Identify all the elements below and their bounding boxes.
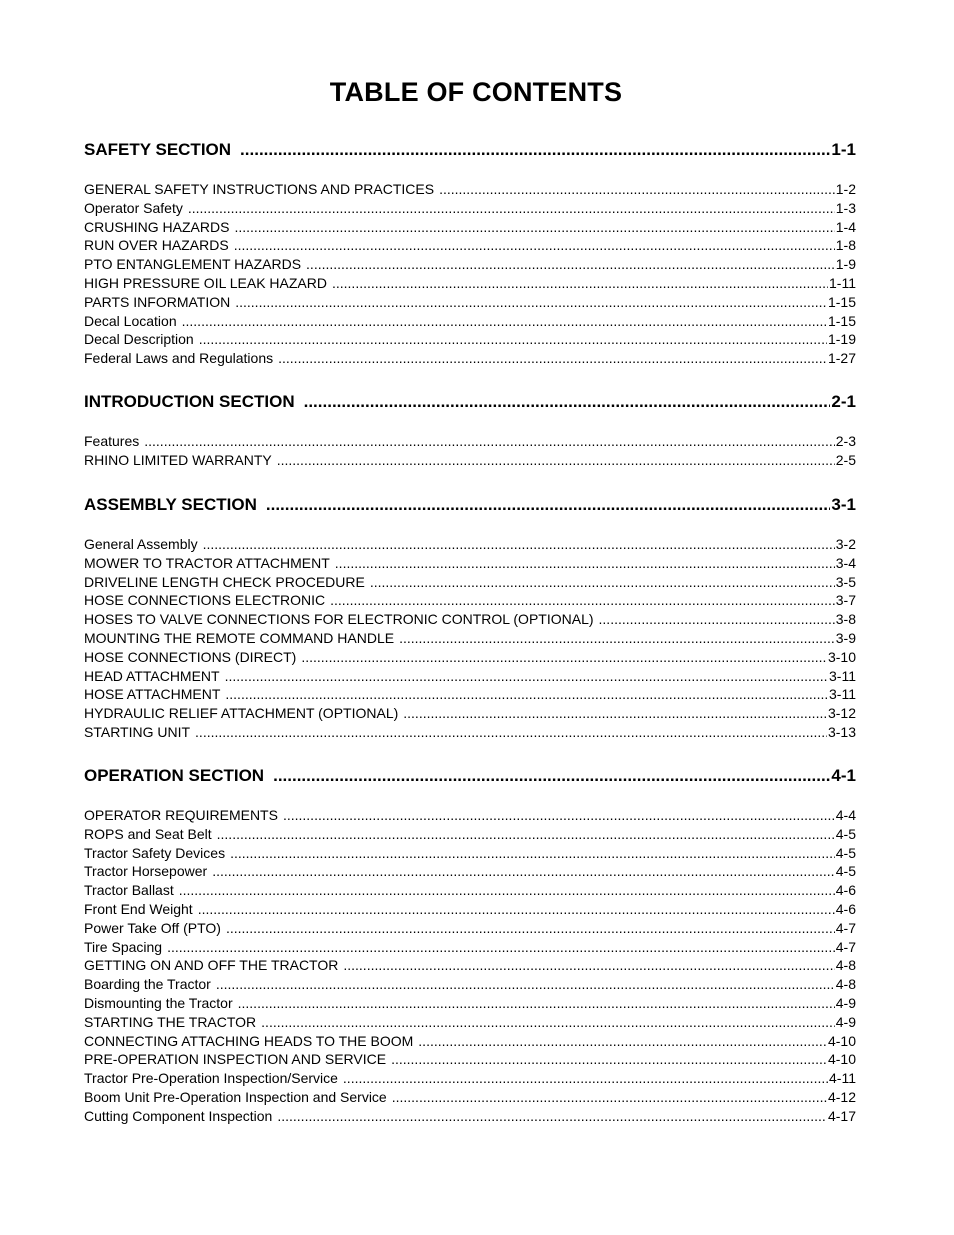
entry-page-number: 4-9 [835, 1013, 856, 1030]
dot-leader [188, 199, 835, 218]
section-page-number: 4-1 [831, 766, 856, 785]
entry-page-number: 1-15 [827, 312, 856, 329]
toc-entry[interactable] [84, 648, 856, 667]
dot-leader [212, 862, 835, 881]
toc-entry[interactable] [84, 199, 856, 218]
entry-page-number: 1-11 [829, 274, 856, 291]
toc-section-assembly [84, 494, 856, 742]
entry-label: Decal Location [84, 312, 177, 329]
entry-page-number: 4-12 [827, 1088, 856, 1105]
toc-entry[interactable] [84, 704, 856, 723]
toc-entry[interactable] [84, 180, 856, 199]
entry-page-number: 4-11 [829, 1070, 856, 1087]
toc-section-heading[interactable] [84, 139, 856, 161]
dot-leader [179, 881, 835, 900]
entry-label: Tire Spacing [84, 938, 163, 955]
dot-leader [266, 494, 831, 516]
section-page-number: 2-1 [831, 392, 856, 411]
dot-leader [261, 1013, 835, 1032]
entry-label: PRE-OPERATION INSPECTION AND SERVICE [84, 1051, 387, 1068]
entry-page-number: 1-8 [835, 237, 856, 254]
toc-entry[interactable] [84, 825, 856, 844]
toc-entry[interactable] [84, 806, 856, 825]
entry-label: Tractor Pre-Operation Inspection/Service [84, 1070, 338, 1087]
dot-leader [198, 900, 835, 919]
entry-page-number: 4-8 [835, 957, 856, 974]
entry-label: General Assembly [84, 536, 198, 552]
toc-entry[interactable] [84, 685, 856, 704]
entry-label: OPERATOR REQUIREMENTS [84, 807, 278, 823]
section-page-number: 3-1 [831, 495, 856, 514]
entry-page-number: 3-5 [835, 573, 856, 590]
toc-entry[interactable] [84, 573, 856, 592]
dot-leader [235, 293, 827, 312]
toc-entry[interactable] [84, 994, 856, 1013]
entry-page-number: 4-6 [835, 882, 856, 899]
dot-leader [273, 765, 830, 787]
entry-label: RUN OVER HAZARDS [84, 237, 229, 254]
dot-leader [238, 994, 835, 1013]
entry-page-number: 4-5 [835, 863, 856, 880]
toc-entry[interactable] [84, 255, 856, 274]
dot-leader [195, 723, 827, 742]
toc-entry-list [84, 432, 856, 470]
entry-label: MOUNTING THE REMOTE COMMAND HANDLE [84, 629, 395, 646]
entry-label: Operator Safety [84, 199, 183, 216]
toc-entry[interactable] [84, 432, 856, 451]
entry-label: Federal Laws and Regulations [84, 350, 274, 367]
dot-leader [399, 629, 835, 648]
dot-leader [304, 391, 831, 413]
entry-label: Tractor Ballast [84, 882, 174, 899]
entry-label: STARTING UNIT [84, 723, 191, 740]
section-heading-label: OPERATION SECTION [84, 766, 265, 785]
dot-leader [225, 685, 828, 704]
entry-label: Tractor Horsepower [84, 863, 208, 880]
toc-section-heading[interactable] [84, 765, 856, 787]
entry-label: CRUSHING HAZARDS [84, 218, 230, 235]
entry-label: Front End Weight [84, 900, 193, 917]
toc-section-heading[interactable] [84, 391, 856, 413]
entry-label: Features [84, 433, 140, 449]
toc-entry[interactable] [84, 451, 856, 470]
dot-leader [277, 1107, 827, 1126]
dot-leader [391, 1050, 827, 1069]
entry-page-number: 4-10 [827, 1032, 856, 1049]
entry-label: HEAD ATTACHMENT [84, 667, 220, 684]
toc-entry[interactable] [84, 956, 856, 975]
toc-entry[interactable] [84, 975, 856, 994]
dot-leader [306, 255, 835, 274]
section-heading-label: SAFETY SECTION [84, 140, 232, 159]
entry-page-number: 4-6 [835, 900, 856, 917]
entry-page-number: 4-10 [827, 1051, 856, 1068]
entry-page-number: 3-4 [835, 554, 856, 571]
entry-page-number: 4-4 [835, 807, 856, 823]
toc-entry[interactable] [84, 312, 856, 331]
dot-leader [144, 432, 835, 451]
entry-label: ROPS and Seat Belt [84, 825, 212, 842]
dot-leader [439, 180, 835, 199]
entry-label: GETTING ON AND OFF THE TRACTOR [84, 957, 339, 974]
dot-leader [230, 844, 835, 863]
dot-leader [278, 349, 827, 368]
entry-label: HIGH PRESSURE OIL LEAK HAZARD [84, 274, 327, 291]
entry-page-number: 1-15 [827, 293, 856, 310]
entry-page-number: 1-2 [835, 181, 856, 197]
entry-page-number: 1-4 [835, 218, 856, 235]
page-title: TABLE OF CONTENTS [329, 77, 623, 107]
toc-entry[interactable] [84, 1107, 856, 1126]
dot-leader [330, 591, 835, 610]
dot-leader [217, 825, 835, 844]
toc-entry[interactable] [84, 610, 856, 629]
entry-label: Tractor Safety Devices [84, 844, 226, 861]
toc-entry[interactable] [84, 667, 856, 686]
toc-section-heading[interactable] [84, 494, 856, 516]
toc-section-introduction [84, 391, 856, 470]
toc-entry[interactable] [84, 535, 856, 554]
section-heading-label: ASSEMBLY SECTION [84, 495, 257, 514]
entry-label: HOSE CONNECTIONS (DIRECT) [84, 648, 297, 665]
toc-entry[interactable] [84, 1050, 856, 1069]
toc-entry[interactable] [84, 1069, 856, 1088]
entry-page-number: 3-11 [829, 686, 856, 703]
dot-leader [182, 312, 827, 331]
toc-entry-list [84, 535, 856, 742]
toc-section-operation [84, 765, 856, 1126]
entry-label: Power Take Off (PTO) [84, 919, 221, 936]
toc-entry[interactable] [84, 881, 856, 900]
entry-label: MOWER TO TRACTOR ATTACHMENT [84, 554, 330, 571]
entry-page-number: 4-7 [835, 919, 856, 936]
toc-entry[interactable] [84, 236, 856, 255]
toc-entry[interactable] [84, 919, 856, 938]
entry-page-number: 3-8 [835, 611, 856, 628]
toc-section-safety [84, 139, 856, 368]
dot-leader [199, 330, 827, 349]
toc-entry[interactable] [84, 330, 856, 349]
entry-page-number: 3-9 [835, 629, 856, 646]
toc-entry[interactable] [84, 900, 856, 919]
toc-entry-list [84, 180, 856, 368]
entry-label: HYDRAULIC RELIEF ATTACHMENT (OPTIONAL) [84, 705, 399, 722]
dot-leader [343, 956, 834, 975]
dot-leader [301, 648, 827, 667]
entry-label: HOSE CONNECTIONS ELECTRONIC [84, 592, 326, 609]
toc-entry[interactable] [84, 1013, 856, 1032]
entry-page-number: 2-5 [835, 451, 856, 468]
toc-entry[interactable] [84, 938, 856, 957]
toc-entry[interactable] [84, 218, 856, 237]
entry-label: HOSE ATTACHMENT [84, 686, 221, 703]
entry-page-number: 1-3 [835, 199, 856, 216]
entry-page-number: 4-17 [827, 1107, 856, 1124]
toc-entry[interactable] [84, 349, 856, 368]
entry-page-number: 2-3 [835, 433, 856, 449]
entry-label: Boarding the Tractor [84, 976, 211, 993]
toc-entry[interactable] [84, 274, 856, 293]
entry-page-number: 3-2 [835, 536, 856, 552]
toc-entry[interactable] [84, 862, 856, 881]
dot-leader [203, 535, 835, 554]
dot-leader [234, 218, 834, 237]
entry-page-number: 3-11 [829, 667, 856, 684]
dot-leader [332, 274, 828, 293]
toc-entry[interactable] [84, 1088, 856, 1107]
entry-label: PTO ENTANGLEMENT HAZARDS [84, 256, 302, 273]
entry-label: Decal Description [84, 331, 194, 348]
entry-page-number: 1-27 [827, 350, 856, 367]
entry-page-number: 4-5 [835, 825, 856, 842]
toc-entry[interactable] [84, 1032, 856, 1051]
entry-label: Boom Unit Pre-Operation Inspection and Service [84, 1088, 387, 1105]
section-heading-label: INTRODUCTION SECTION [84, 392, 295, 411]
entry-page-number: 1-19 [827, 331, 856, 348]
entry-page-number: 3-13 [827, 723, 856, 740]
dot-leader [216, 975, 835, 994]
entry-label: RHINO LIMITED WARRANTY [84, 451, 272, 468]
entry-label: PARTS INFORMATION [84, 293, 231, 310]
entry-label: Dismounting the Tractor [84, 994, 233, 1011]
dot-leader [392, 1088, 827, 1107]
entry-page-number: 3-7 [835, 592, 856, 609]
toc-entry-list [84, 806, 856, 1126]
entry-label: HOSES TO VALVE CONNECTIONS FOR ELECTRONIC CONTROL (OPTIONAL) [84, 611, 594, 628]
dot-leader [370, 573, 835, 592]
dot-leader [240, 139, 830, 161]
dot-leader [343, 1069, 828, 1088]
section-page-number: 1-1 [831, 140, 856, 159]
entry-page-number: 3-10 [827, 648, 856, 665]
entry-page-number: 3-12 [827, 705, 856, 722]
entry-page-number: 4-9 [835, 994, 856, 1011]
toc-entry[interactable] [84, 554, 856, 573]
dot-leader [225, 667, 828, 686]
entry-label: DRIVELINE LENGTH CHECK PROCEDURE [84, 573, 365, 590]
entry-page-number: 4-7 [835, 938, 856, 955]
toc-entry[interactable] [84, 629, 856, 648]
dot-leader [167, 938, 835, 957]
dot-leader [277, 451, 835, 470]
entry-page-number: 1-9 [835, 256, 856, 273]
dot-leader [403, 704, 827, 723]
entry-label: CONNECTING ATTACHING HEADS TO THE BOOM [84, 1032, 414, 1049]
dot-leader [283, 806, 835, 825]
entry-page-number: 4-8 [835, 976, 856, 993]
entry-label: GENERAL SAFETY INSTRUCTIONS AND PRACTICES [84, 181, 435, 197]
entry-page-number: 4-5 [835, 844, 856, 861]
entry-label: STARTING THE TRACTOR [84, 1013, 257, 1030]
dot-leader [234, 236, 835, 255]
toc-entry[interactable] [84, 591, 856, 610]
dot-leader [335, 554, 835, 573]
entry-label: Cutting Component Inspection [84, 1107, 273, 1124]
toc-entry[interactable] [84, 844, 856, 863]
dot-leader [226, 919, 835, 938]
toc-entry[interactable] [84, 723, 856, 742]
dot-leader [418, 1032, 827, 1051]
toc-entry[interactable] [84, 293, 856, 312]
dot-leader [599, 610, 835, 629]
